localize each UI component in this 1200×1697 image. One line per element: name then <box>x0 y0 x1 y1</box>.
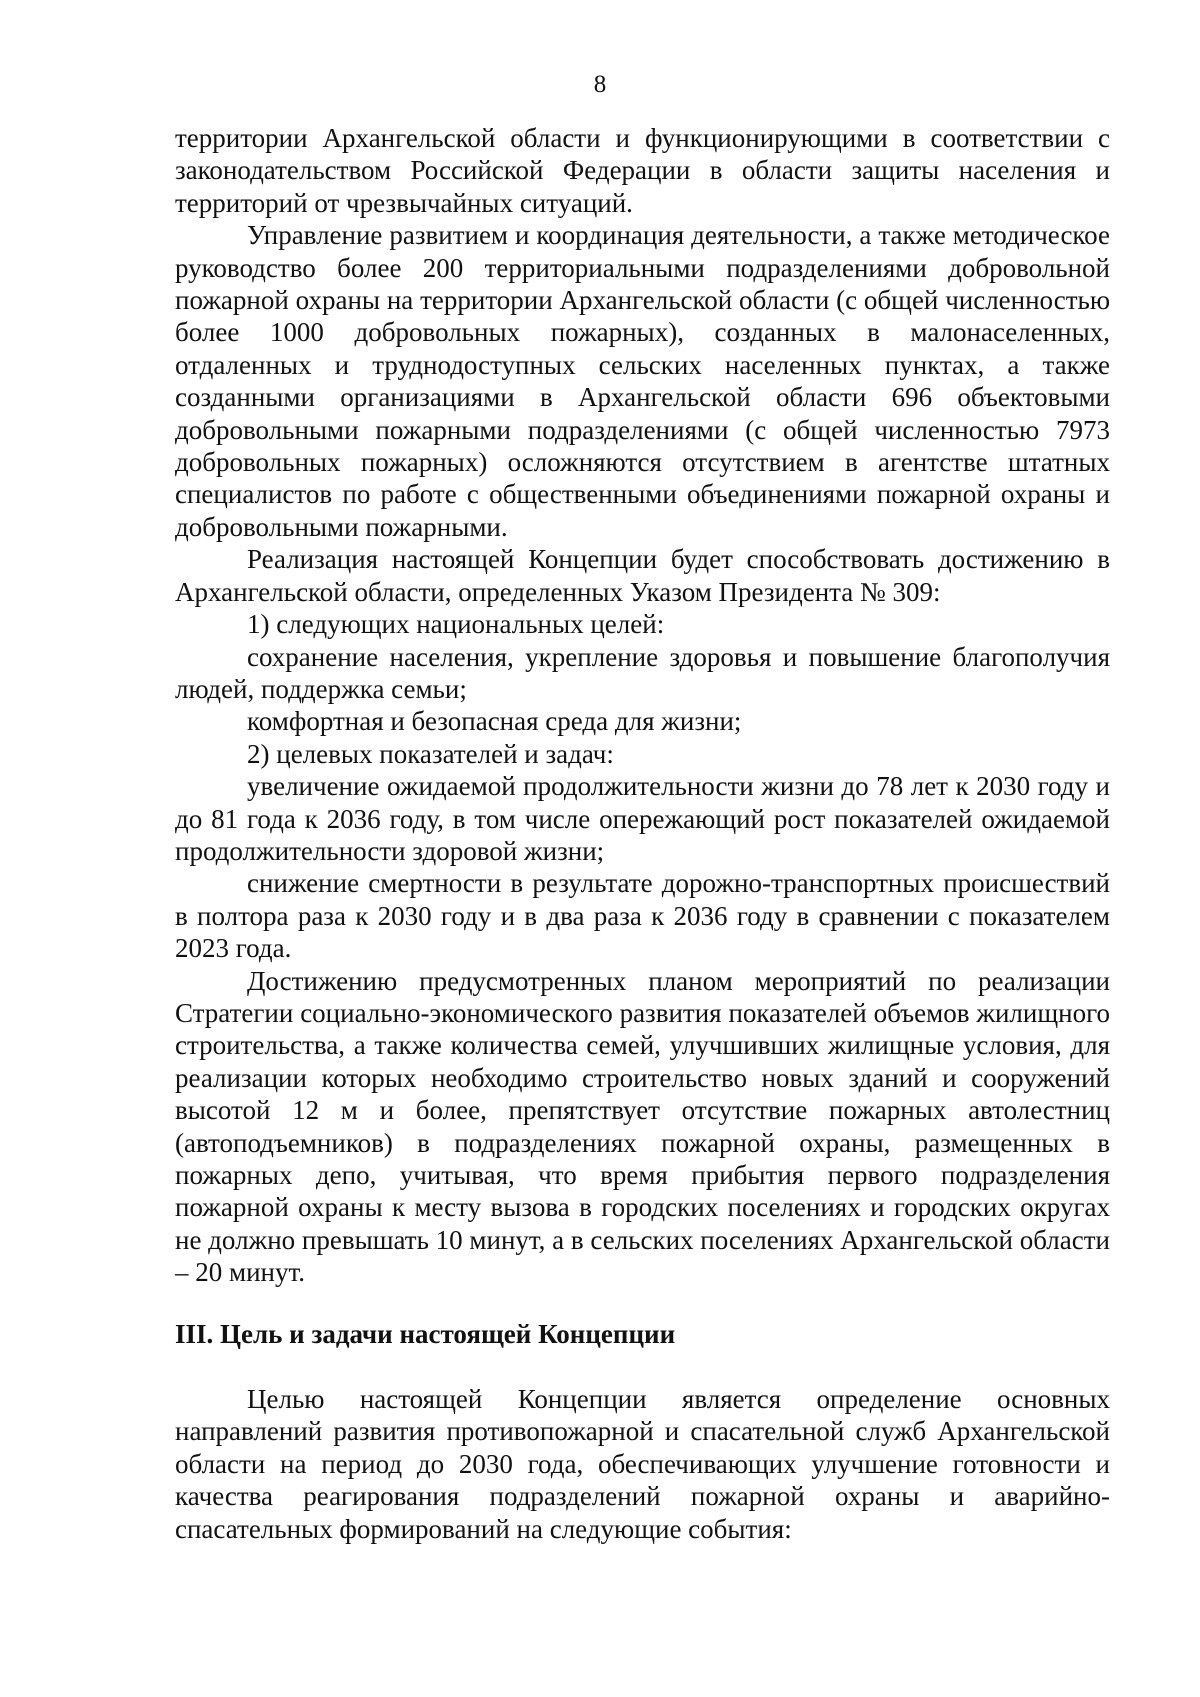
page-number: 8 <box>593 71 607 98</box>
list-item-national-goals: 1) следующих национальных целей: <box>247 609 665 640</box>
paragraph-housing-construction: Достижению предусмотренных планом мероприятий по реализации Стратегии социально-экономического развития показателей объемов жилищного строительства, а также количества семей, улучшивших жилищные условия, для реализации которых необходимо строительство новых зданий и сооружений высотой 12 м и более, препятствует отсутствие пожарных автолестниц (автоподъемников) в подразделениях пожарной охраны, размещенных в пожарных депо, учитывая, что время прибытия первого подразделения пожарной охраны к месту вызова в городских поселениях и городских округах не должно превышать 10 минут, а в сельских поселениях Архангельской области – 20 минут. <box>175 965 1110 1288</box>
list-item-target-indicators: 2) целевых показателей и задач: <box>247 738 614 769</box>
list-item-comfortable-environment: комфортная и безопасная среда для жизни; <box>247 706 742 737</box>
paragraph-volunteer-fire-units: Управление развитием и координация деятельности, а также методическое руководство более 200 территориальными подразделениями добровольной пожарной охраны на территории Архангельской области (с общей численностью более 1000 добровольных пожарных), созданных в малонаселенных, отдаленных и труднодоступных сельских населенных пунктах, а также созданными организациями в Архангельской области 696 объектовыми добровольными пожарными подразделениями (с общей численностью 7973 добровольных пожарных) осложняются отсутствием в агентстве штатных специалистов по работе с общественными объединениями пожарной охраны и добровольными пожарными. <box>175 220 1110 542</box>
paragraph-concept-goal: Целью настоящей Концепции является определение основных направлений развития противопожарной и спасательной служб Архангельской области на период до 2030 года, обеспечивающих улучшение готовности и качества реагирования подразделений пожарной охраны и аварийно-спасательных формирований на следующие события: <box>175 1384 1110 1544</box>
paragraph-concept-implementation: Реализация настоящей Концепции будет способствовать достижению в Архангельской области, определенных Указом Президента № 309: <box>175 544 1110 607</box>
section-heading: III. Цель и задачи настоящей Концепции <box>175 1318 676 1349</box>
list-item-life-expectancy: увеличение ожидаемой продолжительности жизни до 78 лет к 2030 году и до 81 года к 2036 году, в том числе опережающий рост показателей ожидаемой продолжительности здоровой жизни; <box>175 771 1110 866</box>
paragraph-continuation: территории Архангельской области и функционирующими в соответствии с законодательством Российской Федерации в области защиты населения и территорий от чрезвычайных ситуаций. <box>175 123 1110 218</box>
list-item-population-preservation: сохранение населения, укрепление здоровья и повышение благополучия людей, поддержка семьи; <box>175 641 1110 704</box>
document-body <box>175 122 1110 1545</box>
list-item-road-mortality: снижение смертности в результате дорожно-транспортных происшествий в полтора раза к 2030 году и в два раза к 2036 году в сравнении с показателем 2023 года. <box>175 868 1110 964</box>
